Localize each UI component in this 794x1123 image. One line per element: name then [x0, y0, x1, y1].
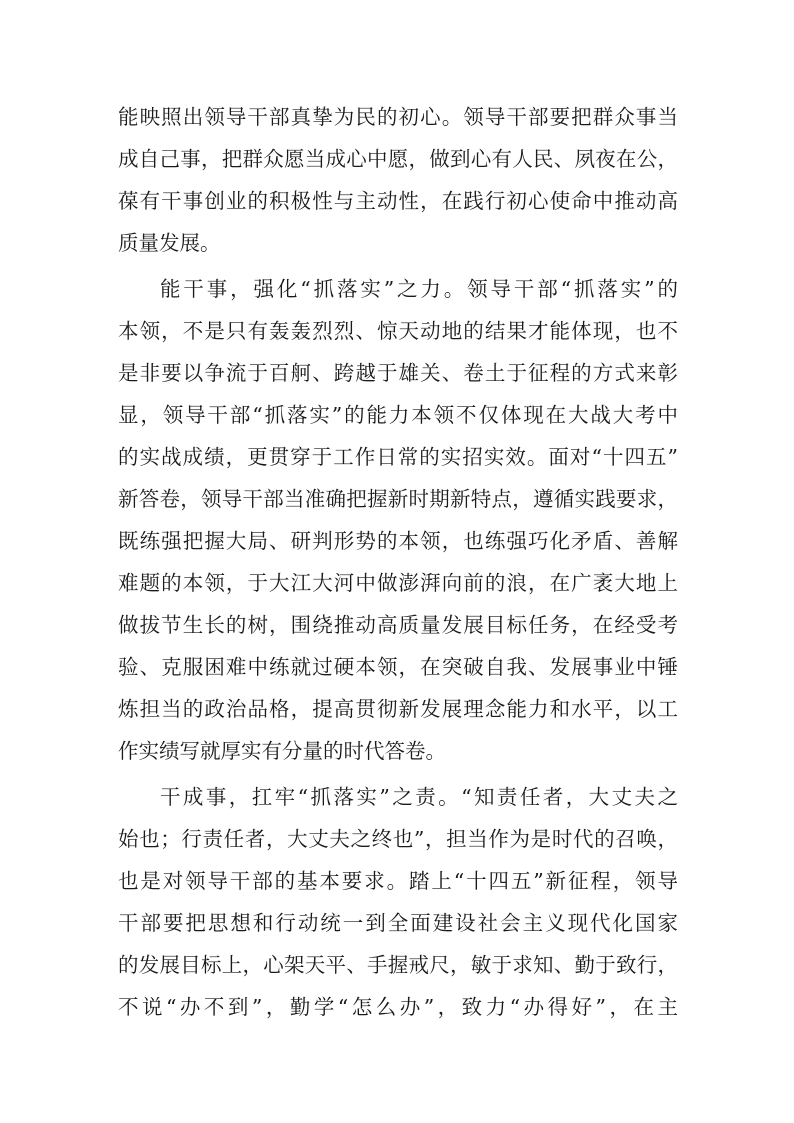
paragraph-3-line-2: 始也；行责任者，大丈夫之终也”，担当作为是时代的召唤，: [118, 827, 678, 851]
paragraph-1-line-4: 质量发展。: [118, 231, 221, 255]
paragraph-3-line-1: 干成事，扛牢“抓落实”之责。“知责任者，大丈夫之: [160, 785, 678, 809]
paragraph-1-line-2: 成自己事，把群众愿当成心中愿，做到心有人民、夙夜在公，: [118, 147, 678, 171]
paragraph-2-line-2: 本领，不是只有轰轰烈烈、惊天动地的结果才能体现，也不: [118, 319, 678, 343]
paragraph-2-line-4: 显，领导干部“抓落实”的能力本领不仅体现在大战大考中: [118, 403, 678, 427]
paragraph-2-line-5: 的实战成绩，更贯穿于工作日常的实招实效。面对“十四五”: [118, 445, 678, 469]
paragraph-3-line-6: 不说“办不到”，勤学“怎么办”，致力“办得好”，在主: [118, 995, 678, 1019]
paragraph-1-line-1: 能映照出领导干部真挚为民的初心。领导干部要把群众事当: [118, 105, 678, 129]
paragraph-2-line-6: 新答卷，领导干部当准确把握新时期新特点，遵循实践要求，: [118, 487, 678, 511]
paragraph-3-line-4: 干部要把思想和行动统一到全面建设社会主义现代化国家: [118, 911, 678, 935]
paragraph-2-line-7: 既练强把握大局、研判形势的本领，也练强巧化矛盾、善解: [118, 529, 678, 553]
paragraph-2-line-3: 是非要以争流于百舸、跨越于雄关、卷土于征程的方式来彰: [118, 361, 678, 385]
paragraph-2-line-12: 作实绩写就厚实有分量的时代答卷。: [118, 739, 446, 763]
paragraph-2-line-10: 验、克服困难中练就过硬本领，在突破自我、发展事业中锤: [118, 655, 678, 679]
paragraph-2-line-8: 难题的本领，于大江大河中做澎湃向前的浪，在广袤大地上: [118, 571, 678, 595]
paragraph-2-line-1: 能干事，强化“抓落实”之力。领导干部“抓落实”的: [160, 277, 678, 301]
paragraph-2-line-9: 做拔节生长的树，围绕推动高质量发展目标任务，在经受考: [118, 613, 678, 637]
paragraph-3-line-3: 也是对领导干部的基本要求。踏上“十四五”新征程，领导: [118, 869, 678, 893]
paragraph-1-line-3: 葆有干事创业的积极性与主动性，在践行初心使命中推动高: [118, 189, 678, 213]
paragraph-2-line-11: 炼担当的政治品格，提高贯彻新发展理念能力和水平，以工: [118, 697, 678, 721]
paragraph-3-line-5: 的发展目标上，心架天平、手握戒尺，敏于求知、勤于致行，: [118, 953, 678, 977]
